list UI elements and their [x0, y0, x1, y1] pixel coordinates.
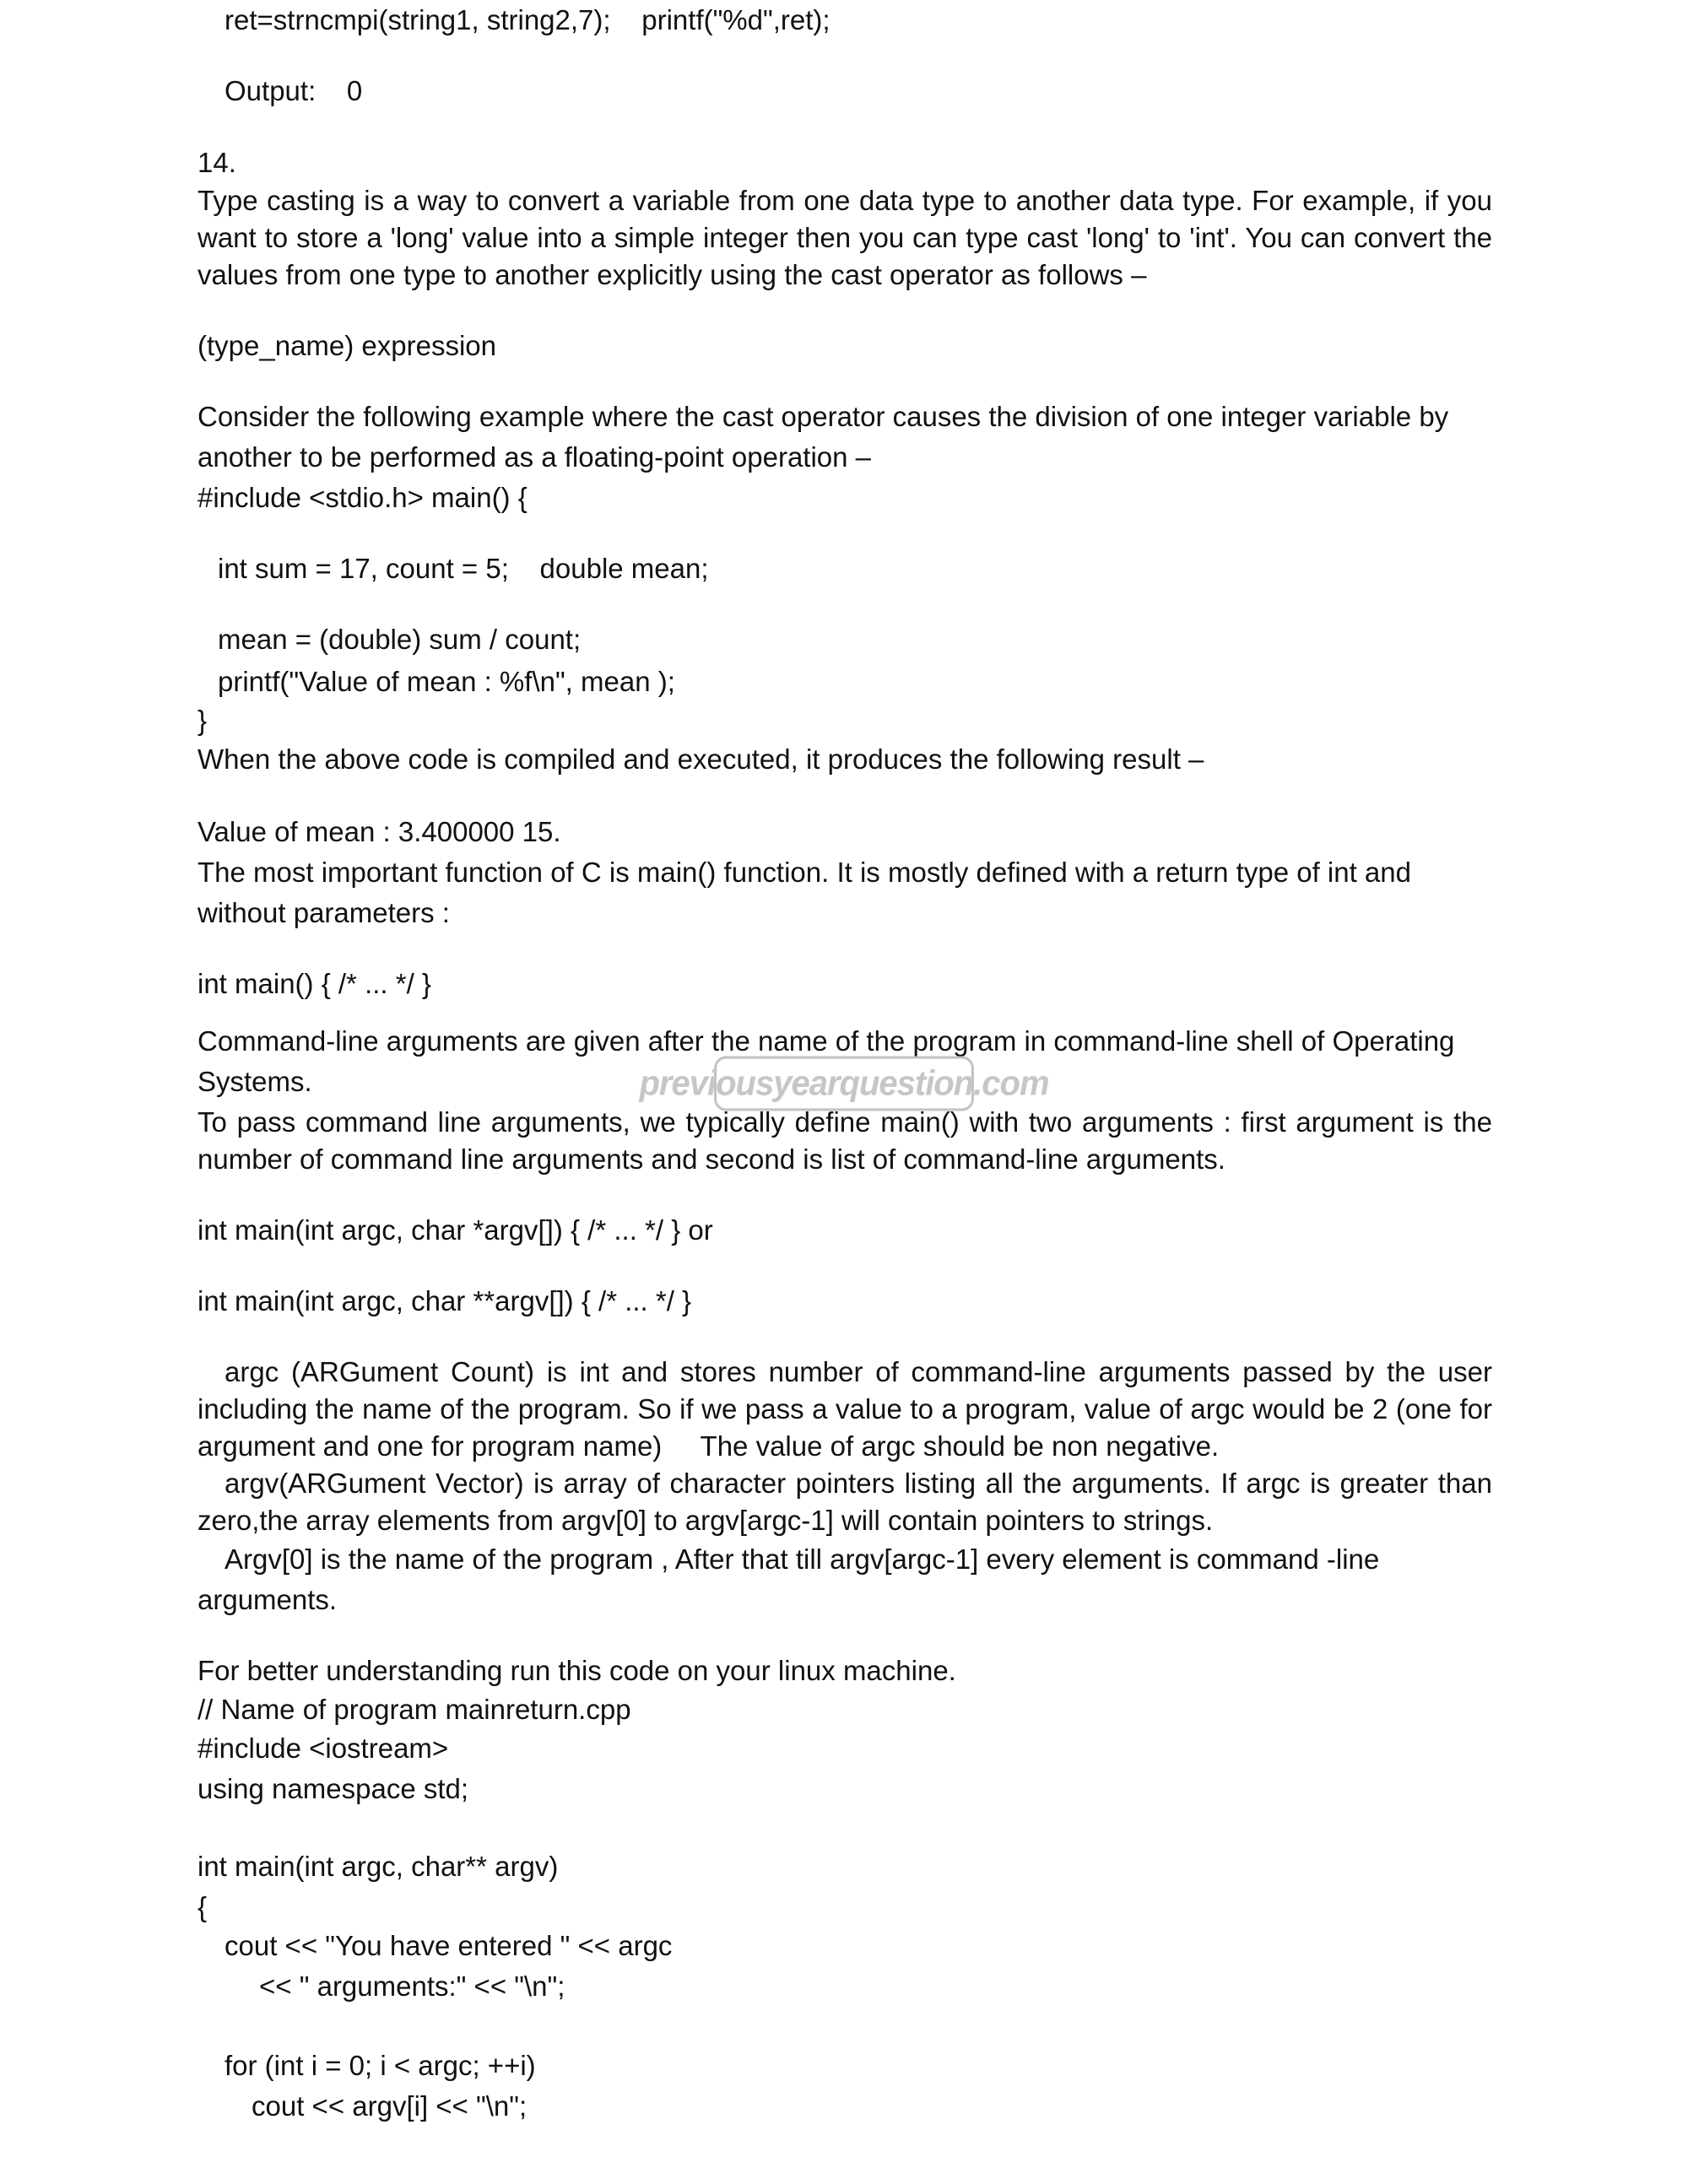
- code-line: << " arguments:" << "\n";: [259, 1970, 565, 2002]
- signature-line: int main() { /* ... */ }: [197, 968, 431, 999]
- paragraph-line: Type casting is a way to convert a variable from one data type to another data type. For example, if you: [197, 185, 1492, 216]
- code-line: mean = (double) sum / count;: [218, 624, 582, 655]
- paragraph-line: Command-line arguments are given after the name of the program in command-line shell of Operating: [197, 1025, 1455, 1057]
- paragraph-line: want to store a 'long' value into a simple integer then you can type cast 'long' to 'int'. You can convert the: [197, 222, 1492, 253]
- paragraph-line: Argv[0] is the name of the program , After that till argv[argc-1] every element is command -line: [225, 1543, 1380, 1575]
- paragraph-line: without parameters :: [197, 897, 450, 928]
- code-line-strncmpi: ret=strncmpi(string1, string2,7); printf("%d",ret);: [225, 4, 830, 35]
- signature-line: int main(int argc, char **argv[]) { /* ... */ }: [197, 1285, 692, 1316]
- paragraph-line: Systems.: [197, 1066, 312, 1097]
- cast-syntax: (type_name) expression: [197, 330, 497, 361]
- paragraph-line: values from one type to another explicitly using the cast operator as follows –: [197, 259, 1147, 290]
- output-line: Output: 0: [225, 75, 363, 106]
- result-line: Value of mean : 3.400000 15.: [197, 816, 561, 847]
- code-line: cout << "You have entered " << argc: [225, 1930, 673, 1961]
- paragraph-line: To pass command line arguments, we typically define main() with two arguments : first argument is the: [197, 1106, 1492, 1138]
- paragraph-line: another to be performed as a floating-point operation –: [197, 441, 872, 473]
- question-number-14: 14.: [197, 147, 236, 178]
- paragraph-line: argv(ARGument Vector) is array of character pointers listing all the arguments. If argc is greater than: [225, 1468, 1492, 1499]
- code-line: // Name of program mainreturn.cpp: [197, 1694, 631, 1725]
- paragraph-line: argument and one for program name) The value of argc should be non negative.: [197, 1430, 1220, 1462]
- code-line: #include <stdio.h> main() {: [197, 482, 528, 513]
- paragraph-line: including the name of the program. So if we pass a value to a program, value of argc would be 2 (one for: [197, 1393, 1492, 1424]
- code-line: int sum = 17, count = 5; double mean;: [218, 553, 709, 584]
- signature-line: int main(int argc, char *argv[]) { /* ... */ } or: [197, 1214, 713, 1246]
- code-line: for (int i = 0; i < argc; ++i): [225, 2050, 536, 2081]
- code-line: int main(int argc, char** argv): [197, 1851, 559, 1882]
- code-line: printf("Value of mean : %f\n", mean );: [218, 666, 675, 697]
- paragraph-line: zero,the array elements from argv[0] to argv[argc-1] will contain pointers to strings.: [197, 1505, 1214, 1536]
- code-line: using namespace std;: [197, 1773, 469, 1804]
- paragraph-line: For better understanding run this code on your linux machine.: [197, 1655, 956, 1686]
- code-line: {: [197, 1891, 208, 1922]
- code-line: cout << argv[i] << "\n";: [252, 2090, 528, 2122]
- paragraph-line: arguments.: [197, 1584, 338, 1615]
- paragraph-line: The most important function of C is main() function. It is mostly defined with a return type of int and: [197, 857, 1411, 888]
- code-line: }: [197, 705, 208, 736]
- watermark-logo: previousyearquestion.com: [714, 1056, 974, 1111]
- paragraph-line: argc (ARGument Count) is int and stores number of command-line arguments passed by the user: [225, 1356, 1492, 1387]
- paragraph-line: Consider the following example where the cast operator causes the division of one integer variable by: [197, 401, 1449, 432]
- paragraph-line: number of command line arguments and second is list of command-line arguments.: [197, 1143, 1225, 1175]
- code-line: #include <iostream>: [197, 1733, 449, 1764]
- paragraph-line: When the above code is compiled and executed, it produces the following result –: [197, 743, 1204, 775]
